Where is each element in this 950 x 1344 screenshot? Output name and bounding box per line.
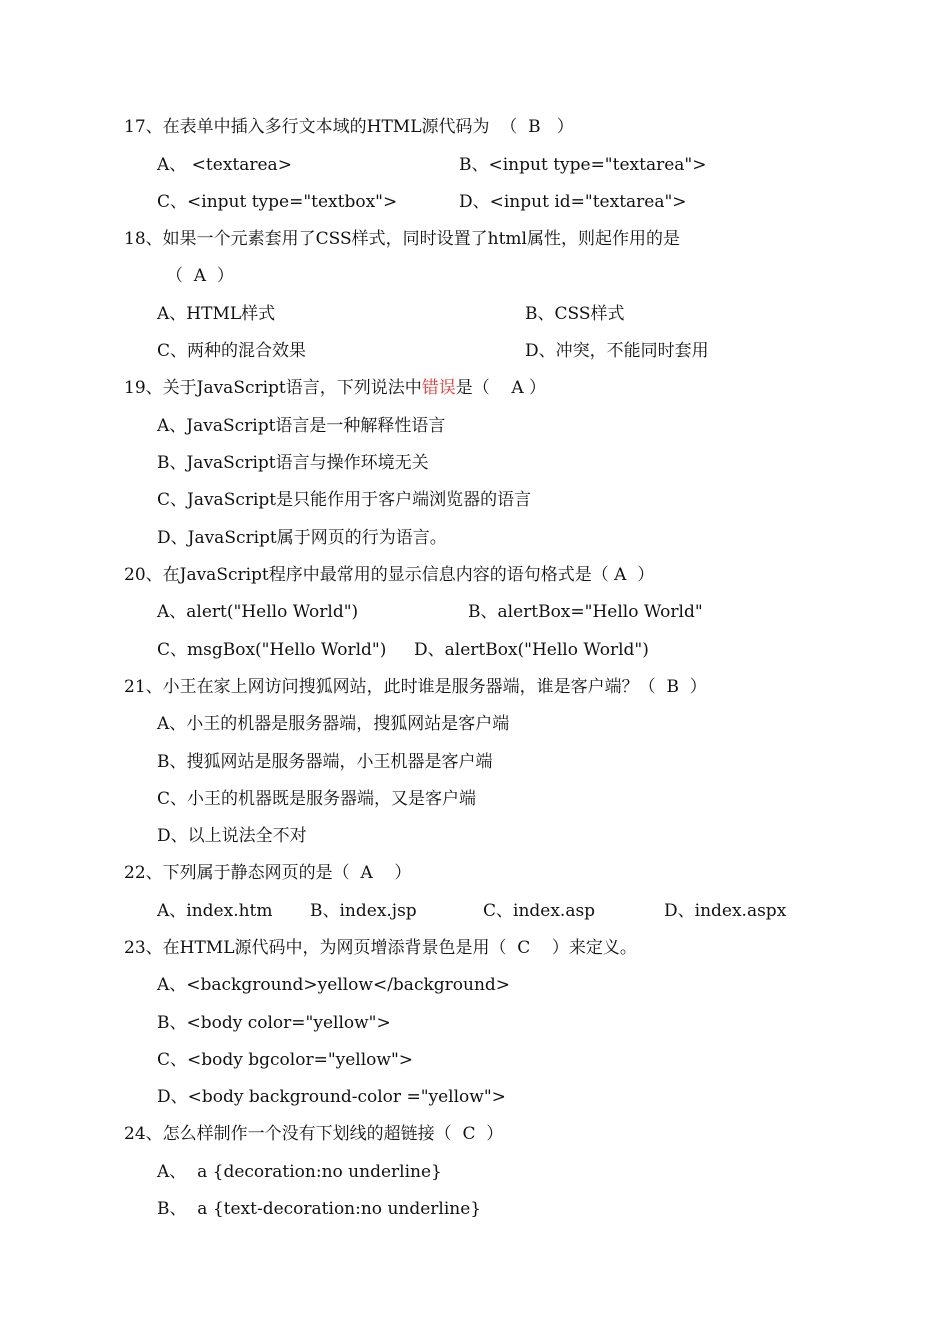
- question-22-stem: 22、下列属于静态网页的是（ A ）: [124, 863, 412, 883]
- question-17-option-c: C、<input type="textbox">: [157, 192, 398, 212]
- question-20-option-d: D、alertBox("Hello World"): [414, 640, 649, 660]
- question-24-stem: 24、怎么样制作一个没有下划线的超链接（ C ）: [124, 1124, 504, 1144]
- question-17-option-b: B、<input type="textarea">: [459, 155, 707, 175]
- question-22-option-a: A、index.htm: [157, 901, 273, 921]
- question-18-option-b: B、CSS样式: [525, 304, 625, 324]
- question-18-option-c: C、两种的混合效果: [157, 341, 307, 361]
- question-19-stem: [124, 377, 546, 399]
- question-19-option-d: D、JavaScript属于网页的行为语言。: [157, 528, 447, 548]
- question-20-option-a: A、alert("Hello World"): [157, 602, 359, 622]
- question-22-option-d: D、index.aspx: [664, 901, 787, 921]
- question-23-stem: 23、在HTML源代码中，为网页增添背景色是用（ C ）来定义。: [124, 938, 637, 958]
- question-17-stem: 17、在表单中插入多行文本域的HTML源代码为 （ B ）: [124, 117, 574, 137]
- question-23-option-b: B、<body color="yellow">: [157, 1013, 391, 1033]
- question-18-answer: （ A ）: [166, 266, 234, 286]
- question-20-option-c: C、msgBox("Hello World"): [157, 640, 387, 660]
- question-24-option-b: B、 a {text-decoration:no underline}: [157, 1199, 482, 1219]
- question-23-option-c: C、<body bgcolor="yellow">: [157, 1050, 414, 1070]
- question-21-stem: 21、小王在家上网访问搜狐网站，此时谁是服务器端，谁是客户端？（ B ）: [124, 677, 707, 697]
- question-19-option-a: A、JavaScript语言是一种解释性语言: [157, 416, 446, 436]
- question-22-option-c: C、index.asp: [483, 901, 596, 921]
- question-17-option-d: D、<input id="textarea">: [459, 192, 687, 212]
- question-22-option-b: B、index.jsp: [310, 901, 417, 921]
- question-21-option-b: B、搜狐网站是服务器端，小王机器是客户端: [157, 752, 493, 772]
- question-17-option-a: A、 <textarea>: [157, 155, 292, 175]
- question-19-stem-highlight: 错误: [421, 378, 456, 398]
- question-21-option-c: C、小王的机器既是服务器端，又是客户端: [157, 789, 477, 809]
- question-18-option-d: D、冲突，不能同时套用: [525, 341, 709, 361]
- question-19-stem-pre: 19、关于JavaScript语言，下列说法中: [124, 378, 422, 398]
- question-20-option-b: B、alertBox="Hello World": [468, 602, 703, 622]
- question-18-option-a: A、HTML样式: [157, 304, 276, 324]
- question-19-stem-post: 是（ A ）: [455, 378, 547, 398]
- question-19-option-c: C、JavaScript是只能作用于客户端浏览器的语言: [157, 490, 532, 510]
- question-21-option-d: D、以上说法全不对: [157, 826, 307, 846]
- question-19-option-b: B、JavaScript语言与操作环境无关: [157, 453, 429, 473]
- question-18-stem: 18、如果一个元素套用了CSS样式，同时设置了html属性，则起作用的是: [124, 229, 680, 249]
- question-21-option-a: A、小王的机器是服务器端，搜狐网站是客户端: [157, 714, 510, 734]
- question-24-option-a: A、 a {decoration:no underline}: [157, 1162, 442, 1182]
- question-23-option-d: D、<body background-color ="yellow">: [157, 1087, 506, 1107]
- question-20-stem: 20、在JavaScript程序中最常用的显示信息内容的语句格式是（ A ）: [124, 565, 655, 585]
- question-23-option-a: A、<background>yellow</background>: [157, 975, 511, 995]
